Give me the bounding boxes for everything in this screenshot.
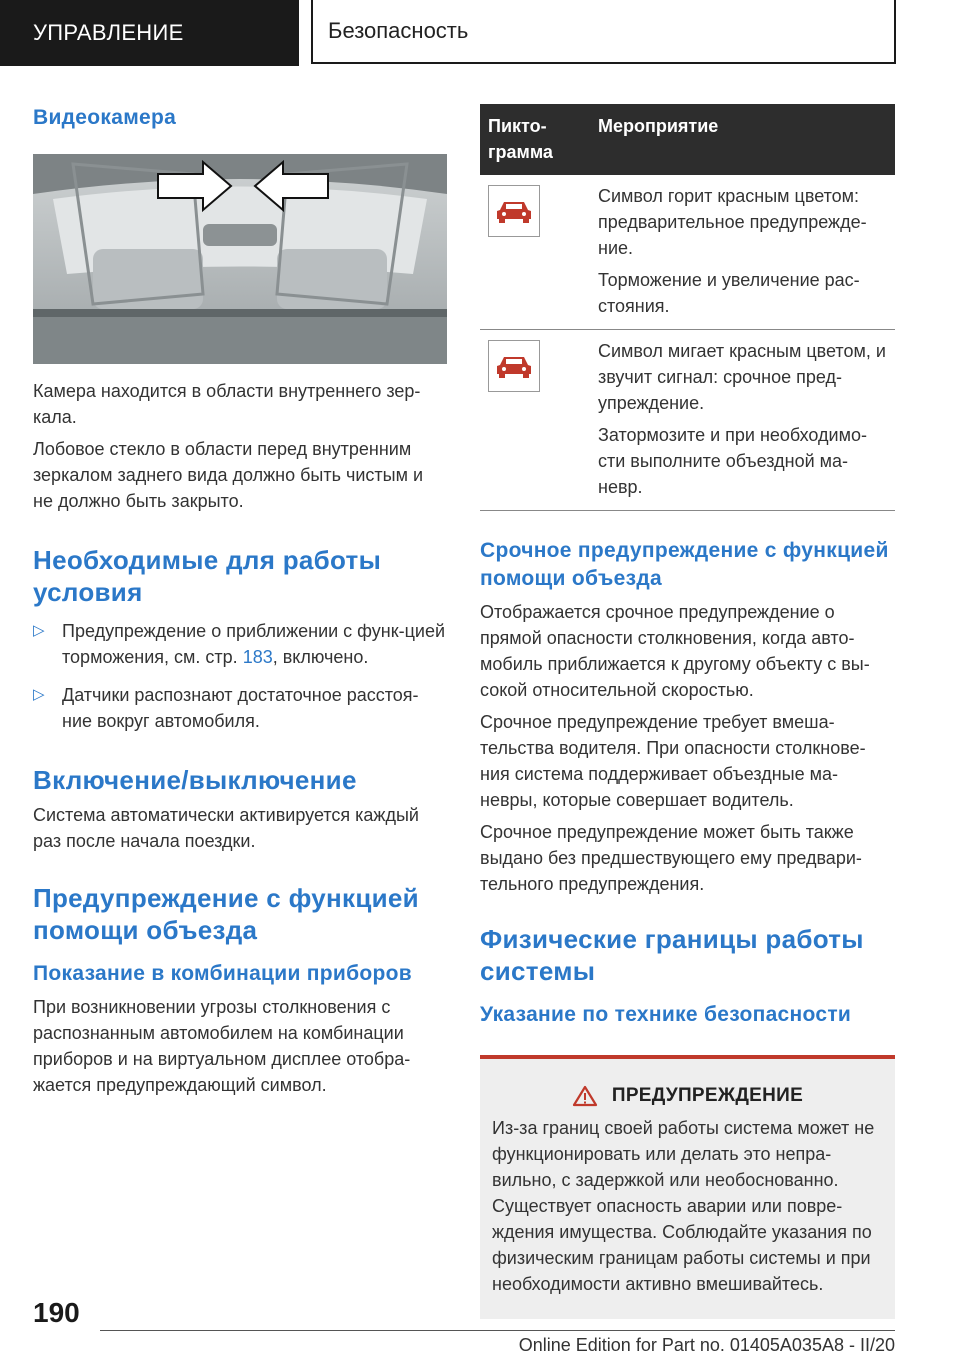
warning-function-heading: Предупреждение с функцией помощи объезда: [33, 883, 419, 945]
onoff-paragraph: Система автоматически активируется каждый раз после начала поездки.: [33, 805, 419, 851]
warning-box: [480, 1055, 895, 1319]
table-row: [480, 330, 895, 511]
row-1-text-1: Символ горит красным цветом: предварительное предупрежде-ние.: [598, 186, 867, 258]
list-item-text: Датчики распознают достаточное расстоя-ние вокруг автомобиля.: [62, 685, 419, 731]
conditions-heading: Необходимые для работы условия: [33, 545, 382, 607]
bullet-triangle-icon: ▷: [33, 622, 45, 639]
right-column: [480, 104, 895, 1319]
list-item: [33, 618, 447, 670]
limits-heading: Физические границы работы системы: [480, 924, 864, 986]
row-2-text-1: Символ мигает красным цветом, и звучит сигнал: срочное пред-упреждение.: [598, 341, 886, 413]
footer-divider: [100, 1330, 895, 1331]
urgent-paragraph-1: Отображается срочное предупреждение о прямой опасности столкновения, когда авто-мобиль приближается к другому объекту с вы-сокой относительной скоростью.: [480, 602, 870, 700]
list-item-text: Предупреждение о приближении с функ-цией торможения, см. стр.: [62, 621, 446, 667]
car-collision-icon: [488, 340, 540, 392]
list-item-text: , включено.: [272, 647, 369, 667]
symbol-table: [480, 104, 895, 511]
warning-title: [492, 1085, 883, 1107]
camera-heading: Видеокамера: [33, 106, 177, 129]
row-2-text-2: Затормозите и при необходимо-сти выполните объездной ма-невр.: [598, 425, 867, 497]
row-1-text-2: Торможение и увеличение рас-стояния.: [598, 270, 860, 316]
page-number: 190: [33, 1297, 80, 1328]
urgent-paragraph-3: Срочное предупреждение может быть также выдано без предшествующего ему предвари-тельного предупреждения.: [480, 822, 862, 894]
footer-edition: Online Edition for Part no. 01405A035A8 - II/20: [518, 1335, 895, 1355]
table-header-picto: Пикто-грамма: [480, 104, 590, 175]
warning-title-text: ПРЕДУПРЕЖДЕНИЕ: [611, 1085, 804, 1106]
conditions-list: [33, 618, 447, 734]
urgent-heading: Срочное предупреждение с функцией помощи объезда: [480, 539, 889, 590]
table-row: [480, 175, 895, 330]
page-ref-link[interactable]: 183: [242, 647, 273, 667]
car-collision-icon: [488, 185, 540, 237]
safety-heading: Указание по технике безопасности: [480, 1003, 852, 1026]
warning-triangle-icon: [572, 1085, 598, 1107]
header-chapter-tab: Безопасность: [311, 0, 896, 64]
onoff-heading: Включение/выключение: [33, 765, 357, 795]
cluster-paragraph: При возникновении угрозы столкновения с распознанным автомобилем на комбинации приборов и на виртуальном дисплее отобра-жается предупреждающий символ.: [33, 997, 411, 1095]
warning-text: Из-за границ своей работы система может не функционировать или делать это непра-вильно, с задержкой или необоснованно. Существует опасность аварии или повре-ждения имущества. Соблюдайте указания по физическим границам работы системы и при необходимости активно вмешивайтесь.: [492, 1118, 875, 1294]
bullet-triangle-icon: ▷: [33, 686, 45, 703]
camera-paragraph-2: Лобовое стекло в области перед внутренним зеркалом заднего вида должно быть чистым и не должно быть закрыто.: [33, 439, 424, 511]
table-header-action: Мероприятие: [590, 104, 895, 175]
cluster-heading: Показание в комбинации приборов: [33, 962, 412, 985]
list-item: [33, 682, 447, 734]
camera-paragraph-1: Камера находится в области внутреннего зер-кала.: [33, 381, 421, 427]
camera-location-photo: [33, 154, 447, 364]
left-column: [33, 104, 447, 1098]
header-section-tab: УПРАВЛЕНИЕ: [0, 0, 299, 66]
urgent-paragraph-2: Срочное предупреждение требует вмеша-тельства водителя. При опасности столкнове-ния система поддерживает объездные ма-невры, которые совершает водитель.: [480, 712, 866, 810]
